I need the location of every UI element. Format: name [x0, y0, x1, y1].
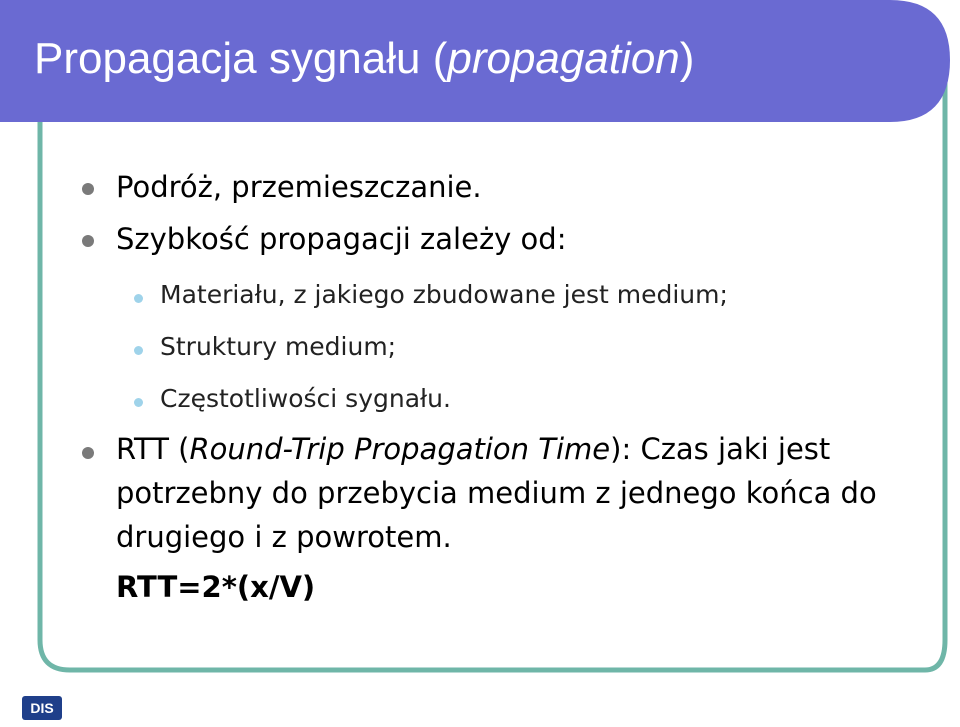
title-italic: propagation: [447, 34, 680, 83]
sub-bullet-materialu: Materiału, z jakiego zbudowane jest medium;: [160, 280, 728, 309]
sub-bullet-struktury: Struktury medium;: [160, 332, 397, 361]
bullet-icon: [82, 183, 94, 195]
rtt-line-1: [116, 432, 830, 466]
rtt-line-3: drugiego i z powrotem.: [116, 520, 452, 554]
bullet-icon: [82, 447, 94, 459]
sub-bullet-icon: [134, 294, 143, 303]
sub-bullet-icon: [134, 346, 143, 355]
bullet-szybkosc: Szybkość propagacji zależy od:: [116, 222, 567, 256]
logo-text: DIS: [30, 700, 54, 716]
title-end: ): [679, 34, 695, 83]
bullet-icon: [82, 235, 94, 247]
title-main: Propagacja sygnału (: [34, 34, 448, 83]
sub-bullet-czestotliwosci: Częstotliwości sygnału.: [160, 384, 451, 413]
rtt-prefix: RTT (: [116, 432, 190, 466]
dis-logo-icon: [22, 696, 62, 720]
rtt-italic: Round-Trip Propagation Time: [189, 432, 611, 466]
sub-bullet-icon: [134, 398, 143, 407]
rtt-suffix: ): Czas jaki jest: [610, 432, 831, 466]
rtt-line-2: potrzebny do przebycia medium z jednego końca do: [116, 476, 877, 510]
rtt-formula: RTT=2*(x/V): [116, 570, 316, 604]
bullet-podroz: Podróż, przemieszczanie.: [116, 170, 482, 204]
